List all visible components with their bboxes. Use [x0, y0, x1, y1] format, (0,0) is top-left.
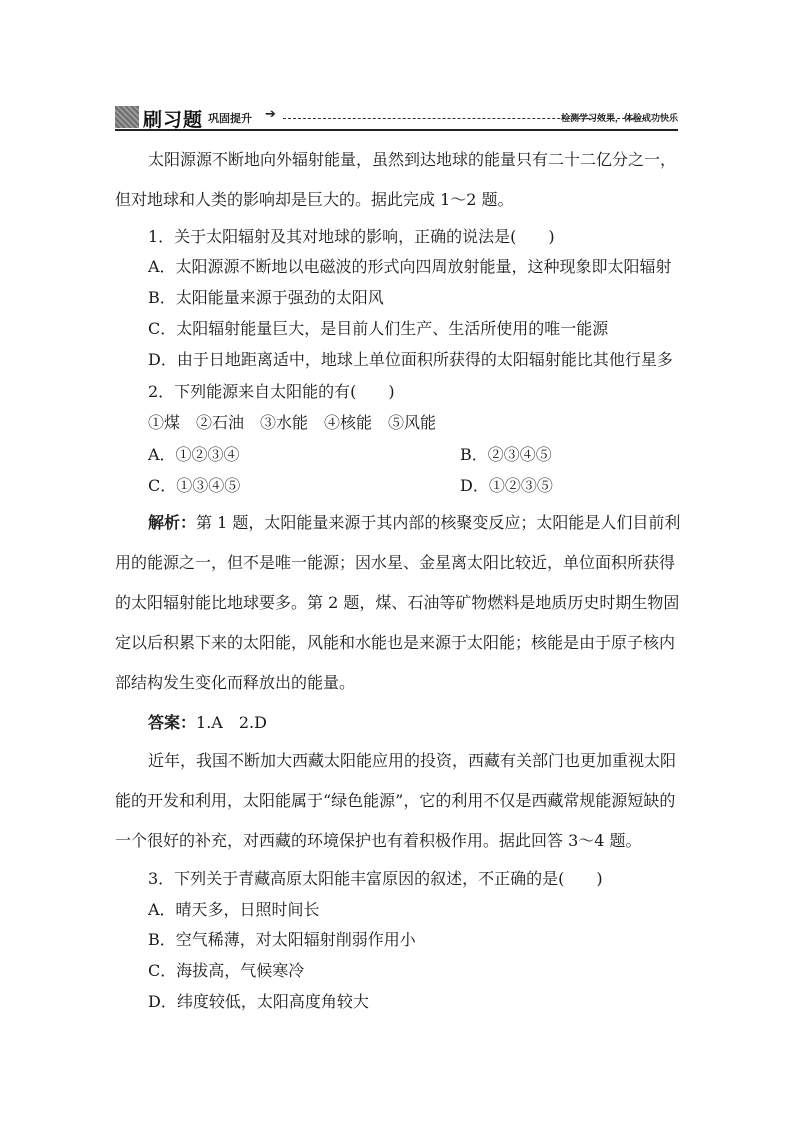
q3-option-c: C．海拔高，气候寒冷	[148, 961, 305, 980]
header-slogan: 检测学习效果，体验成功快乐	[560, 114, 678, 124]
header-subtitle: 巩固提升	[208, 112, 252, 125]
passage1-line1: 太阳源源不断地向外辐射能量，虽然到达地球的能量只有二十二亿分之一，	[148, 150, 677, 169]
passage2-line2: 能的开发和利用，太阳能属于“绿色能源”，它的利用不仅是西藏常规能源短缺的	[115, 791, 676, 810]
q3-option-b: B．空气稀薄，对太阳辐射削弱作用小	[148, 930, 416, 949]
q2-option-a: A．①②③④	[148, 445, 240, 464]
q2-option-b: B．②③④⑤	[460, 445, 552, 464]
q2-option-d: D．①②③⑤	[460, 476, 553, 495]
answer-label: 答案：	[148, 713, 197, 732]
q1-option-a: A．太阳源源不断地以电磁波的形式向四周放射能量，这种现象即太阳辐射	[148, 257, 672, 276]
header-decor-block	[115, 106, 139, 128]
q1-option-b: B．太阳能量来源于强劲的太阳风	[148, 288, 384, 307]
analysis-text: 第 1 题，太阳能量来源于其内部的核聚变反应；太阳能是人们目前利	[196, 513, 681, 532]
q3-stem: 3．下列关于青藏高原太阳能丰富原因的叙述，不正确的是( )	[148, 869, 603, 888]
section-header	[115, 104, 678, 130]
answer-value: 1.A 2.D	[196, 713, 267, 732]
analysis-line2: 用的能源之一，但不是唯一能源；因水星、金星离太阳比较近，单位面积所获得	[115, 553, 676, 572]
passage2-line1: 近年，我国不断加大西藏太阳能应用的投资，西藏有关部门也更加重视太阳	[148, 751, 677, 770]
q3-option-d: D．纬度较低，太阳高度角较大	[148, 992, 369, 1011]
q1-stem: 1．关于太阳辐射及其对地球的影响，正确的说法是( )	[148, 227, 555, 246]
analysis-label: 解析：	[148, 513, 197, 532]
analysis-line4: 定以后积累下来的太阳能，风能和水能也是来源于太阳能；核能是由于原子核内	[115, 633, 676, 652]
q3-option-a: A．晴天多，日照时间长	[148, 900, 320, 919]
passage1-line2: 但对地球和人类的影响却是巨大的。据此完成 1～2 题。	[115, 190, 514, 209]
circle-arrow-right-icon: ➔	[265, 107, 276, 122]
header-underline	[115, 129, 678, 131]
q1-option-c: C．太阳辐射能量巨大，是目前人们生产、生活所使用的唯一能源	[148, 319, 609, 338]
answer-line	[148, 713, 267, 733]
passage2-line3: 一个很好的补充，对西藏的环境保护也有着积极作用。据此回答 3～4 题。	[115, 831, 642, 850]
analysis-line5: 部结构发生变化而释放出的能量。	[115, 673, 356, 692]
q2-items: ①煤 ②石油 ③水能 ④核能 ⑤风能	[148, 413, 437, 432]
q1-option-d: D．由于日地距离适中，地球上单位面积所获得的太阳辐射能比其他行星多	[148, 350, 673, 369]
analysis-line3: 的太阳辐射能比地球要多。第 2 题，煤、石油等矿物燃料是地质历史时期生物固	[115, 593, 680, 612]
q2-option-c: C．①③④⑤	[148, 476, 241, 495]
q2-stem: 2．下列能源来自太阳能的有( )	[148, 382, 395, 401]
analysis-line1	[148, 513, 680, 533]
header-title: 刷习题	[143, 109, 204, 131]
